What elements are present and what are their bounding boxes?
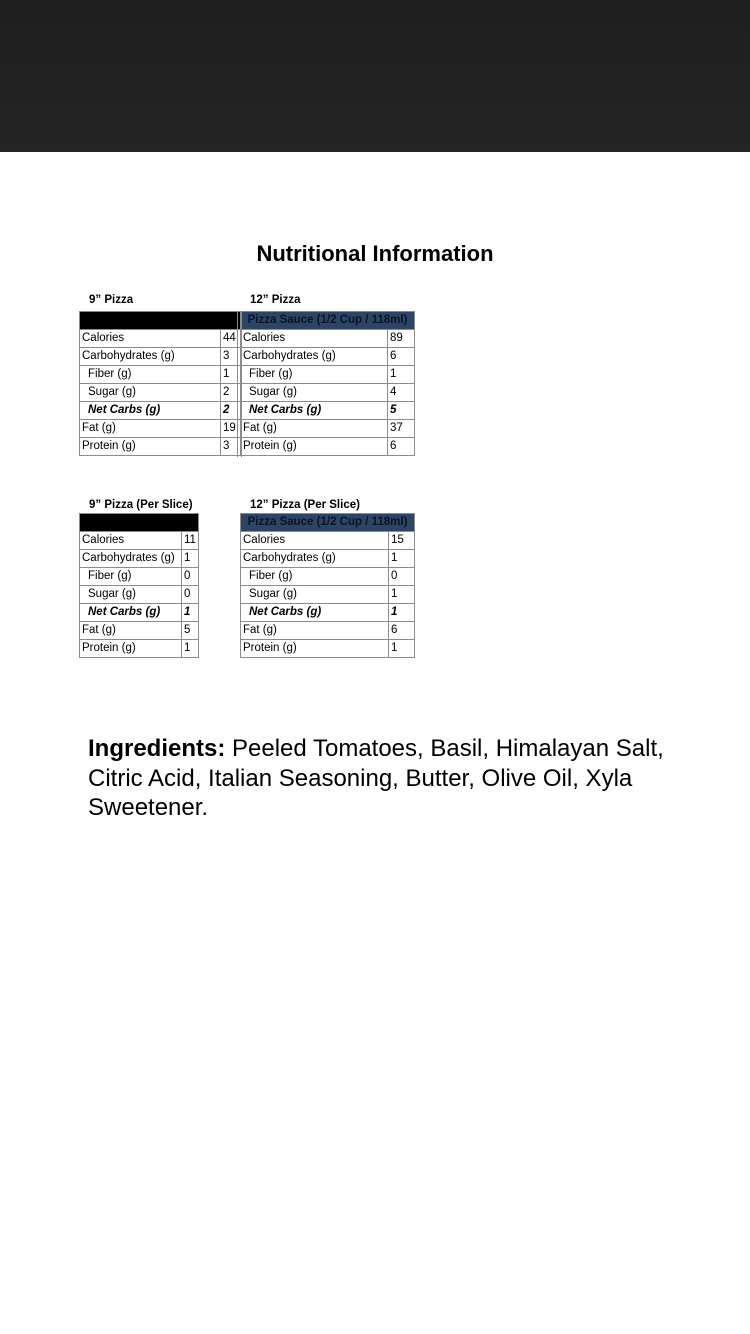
table-row (241, 366, 415, 384)
row-name: Calories (241, 330, 388, 348)
row-name: Net Carbs (g) (80, 402, 221, 420)
row-name: Fat (g) (80, 420, 221, 438)
row-name: Sugar (g) (80, 384, 221, 402)
row-value: 37 (388, 420, 415, 438)
row-name: Sugar (g) (80, 586, 182, 604)
row-value: 2 (221, 384, 242, 402)
row-name: Fat (g) (80, 622, 182, 640)
table-row (241, 384, 415, 402)
table-row (80, 384, 242, 402)
row-value: 1 (389, 586, 415, 604)
row-name: Fiber (g) (80, 568, 182, 586)
table-row (80, 532, 199, 550)
row-value: 1 (389, 640, 415, 658)
page-title: Nutritional Information (256, 241, 494, 266)
row-name: Net Carbs (g) (241, 402, 388, 420)
row-value: 44 (221, 330, 242, 348)
row-value: 4 (388, 384, 415, 402)
row-value: 15 (389, 532, 415, 550)
table-label-12-pizza: 12” Pizza (250, 294, 301, 306)
row-name: Protein (g) (80, 438, 221, 456)
nutrition-table-12-pizza (240, 311, 415, 456)
row-name: Calories (80, 532, 182, 550)
table-label-9-pizza-per-slice: 9” Pizza (Per Slice) (89, 499, 193, 511)
row-value: 6 (388, 348, 415, 366)
table-header: Pizza Sauce (1/2 Cup / 118ml) (241, 514, 415, 532)
table-row (80, 604, 199, 622)
table-row (241, 586, 415, 604)
row-name: Protein (g) (241, 640, 389, 658)
row-name: Net Carbs (g) (241, 604, 389, 622)
table-row (241, 568, 415, 586)
row-value: 1 (388, 366, 415, 384)
row-name: Net Carbs (g) (80, 604, 182, 622)
row-name: Fat (g) (241, 622, 389, 640)
row-value: 5 (388, 402, 415, 420)
table-divider (237, 311, 242, 457)
row-name: Carbohydrates (g) (241, 348, 388, 366)
ingredients-paragraph (88, 734, 688, 823)
row-name: Fat (g) (241, 420, 388, 438)
row-value: 6 (389, 622, 415, 640)
table-header (80, 312, 242, 330)
row-value: 89 (388, 330, 415, 348)
row-name: Fiber (g) (241, 366, 388, 384)
table-row (241, 348, 415, 366)
table-row (80, 402, 242, 420)
table-row (241, 622, 415, 640)
row-value: 0 (182, 568, 199, 586)
row-value: 3 (221, 438, 242, 456)
nutrition-table-12-pizza-per-slice (240, 513, 415, 658)
table-header (80, 514, 199, 532)
top-bar (0, 0, 750, 152)
table-row (241, 330, 415, 348)
table-row (80, 640, 199, 658)
row-name: Calories (241, 532, 389, 550)
row-value: 6 (388, 438, 415, 456)
table-row (80, 622, 199, 640)
table-row (80, 550, 199, 568)
table-row (80, 330, 242, 348)
row-name: Protein (g) (80, 640, 182, 658)
row-value: 3 (221, 348, 242, 366)
table-row (80, 420, 242, 438)
nutrition-table-9-pizza-per-slice (79, 513, 199, 658)
ingredients-label: Ingredients: (88, 735, 226, 762)
table-row (80, 348, 242, 366)
row-name: Carbohydrates (g) (241, 550, 389, 568)
table-row (241, 532, 415, 550)
table-row (80, 438, 242, 456)
table-label-12-pizza-per-slice: 12” Pizza (Per Slice) (250, 499, 360, 511)
table-row (80, 366, 242, 384)
table-row (241, 640, 415, 658)
row-value: 1 (182, 640, 199, 658)
row-value: 1 (182, 550, 199, 568)
row-name: Sugar (g) (241, 384, 388, 402)
table-row (241, 438, 415, 456)
row-value: 0 (182, 586, 199, 604)
row-value: 1 (182, 604, 199, 622)
row-value: 2 (221, 402, 242, 420)
table-row (241, 604, 415, 622)
table-row (241, 402, 415, 420)
row-name: Carbohydrates (g) (80, 550, 182, 568)
row-name: Calories (80, 330, 221, 348)
nutrition-table-9-pizza (79, 311, 242, 456)
row-value: 5 (182, 622, 199, 640)
row-value: 11 (182, 532, 199, 550)
row-value: 0 (389, 568, 415, 586)
row-value: 19 (221, 420, 242, 438)
table-row (80, 568, 199, 586)
row-name: Protein (g) (241, 438, 388, 456)
row-name: Fiber (g) (80, 366, 221, 384)
row-name: Sugar (g) (241, 586, 389, 604)
row-name: Fiber (g) (241, 568, 389, 586)
row-value: 1 (389, 550, 415, 568)
table-row (241, 420, 415, 438)
table-label-9-pizza: 9” Pizza (89, 294, 134, 306)
row-name: Carbohydrates (g) (80, 348, 221, 366)
ingredients-text: Peeled Tomatoes, Basil, Himalayan Salt, Citric Acid, Italian Seasoning, Butter, Olive Oil, Xyla Sweetener. (88, 735, 664, 821)
row-value: 1 (221, 366, 242, 384)
table-header: Pizza Sauce (1/2 Cup / 118ml) (241, 312, 415, 330)
table-row (241, 550, 415, 568)
table-row (80, 586, 199, 604)
row-value: 1 (389, 604, 415, 622)
